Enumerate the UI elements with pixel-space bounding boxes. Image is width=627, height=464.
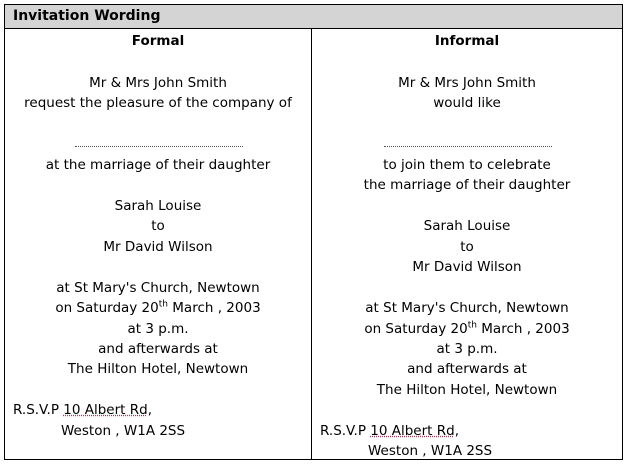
formal-heading: Formal bbox=[131, 33, 185, 49]
formal-date-prefix: on Saturday 20 bbox=[55, 300, 159, 316]
formal-rsvp-address: 10 Albert Rd bbox=[63, 402, 148, 418]
formal-guest-name-line bbox=[75, 146, 243, 147]
formal-rsvp-town: Weston , W1A 2SS bbox=[61, 423, 186, 439]
informal-to: to bbox=[460, 239, 474, 255]
formal-to: to bbox=[151, 218, 165, 234]
formal-column bbox=[5, 29, 312, 459]
informal-rsvp bbox=[320, 421, 622, 441]
informal-venue: at St Mary's Church, Newtown bbox=[365, 300, 569, 316]
informal-reception: The Hilton Hotel, Newtown bbox=[376, 382, 558, 398]
table-title: Invitation Wording bbox=[5, 5, 622, 29]
informal-rsvp-address: 10 Albert Rd bbox=[370, 423, 455, 439]
informal-rsvp-town: Weston , W1A 2SS bbox=[368, 443, 493, 459]
formal-date-suffix: March , 2003 bbox=[167, 300, 261, 316]
informal-bride: Sarah Louise bbox=[423, 218, 511, 234]
formal-date bbox=[5, 298, 311, 318]
invitation-wording-table bbox=[4, 4, 623, 460]
informal-groom: Mr David Wilson bbox=[412, 259, 522, 275]
informal-request: would like bbox=[433, 95, 501, 111]
informal-join: to join them to celebrate bbox=[383, 157, 551, 173]
formal-rsvp-suffix: , bbox=[147, 402, 152, 418]
formal-bride: Sarah Louise bbox=[114, 198, 202, 214]
informal-date-sup: th bbox=[467, 320, 477, 331]
formal-time: at 3 p.m. bbox=[127, 321, 189, 337]
informal-after: and afterwards at bbox=[407, 361, 527, 377]
informal-guest-name-line bbox=[384, 146, 552, 147]
formal-groom: Mr David Wilson bbox=[103, 239, 213, 255]
columns bbox=[5, 29, 622, 459]
formal-after: and afterwards at bbox=[98, 341, 218, 357]
formal-request: request the pleasure of the company of bbox=[24, 95, 292, 111]
formal-rsvp-prefix: R.S.V.P bbox=[13, 402, 64, 418]
formal-rsvp bbox=[13, 400, 311, 420]
informal-heading: Informal bbox=[434, 33, 500, 49]
formal-date-sup: th bbox=[158, 299, 168, 310]
informal-rsvp-suffix: , bbox=[454, 423, 459, 439]
formal-venue: at St Mary's Church, Newtown bbox=[56, 280, 260, 296]
informal-hosts: Mr & Mrs John Smith bbox=[398, 75, 536, 91]
informal-date bbox=[312, 319, 622, 339]
informal-rsvp-prefix: R.S.V.P bbox=[320, 423, 371, 439]
informal-date-prefix: on Saturday 20 bbox=[364, 321, 468, 337]
formal-occasion: at the marriage of their daughter bbox=[45, 157, 271, 173]
formal-hosts: Mr & Mrs John Smith bbox=[89, 75, 227, 91]
formal-reception: The Hilton Hotel, Newtown bbox=[67, 361, 249, 377]
informal-occasion: the marriage of their daughter bbox=[363, 177, 571, 193]
informal-column bbox=[312, 29, 622, 459]
informal-time: at 3 p.m. bbox=[436, 341, 498, 357]
informal-date-suffix: March , 2003 bbox=[476, 321, 570, 337]
